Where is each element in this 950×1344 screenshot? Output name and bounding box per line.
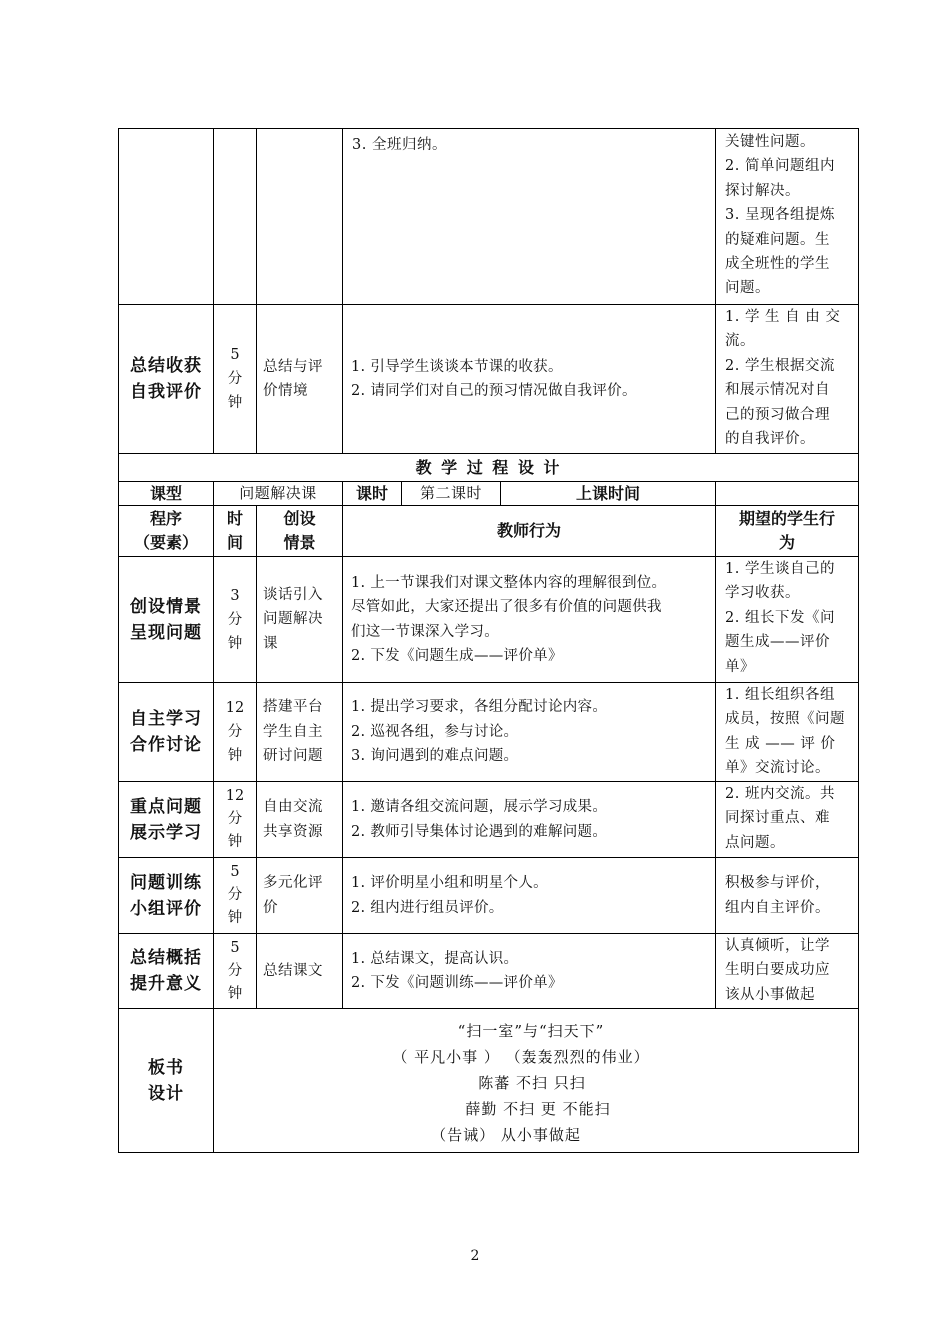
row-teacher-cell: 1. 总结课文，提高认识。 2. 下发《问题训练——评价单》 [351,950,563,991]
text-line: 流。 [725,333,755,350]
class-time-value [716,482,858,505]
text-line: 2. 简单问题组内 [725,158,835,175]
text-line: 钟 [227,395,243,411]
row-student-cell: 认真倾听，让学 生明白要成功应 该从小事做起 [725,938,830,1003]
text-line: 5 [230,347,240,363]
header-teacher: 教师行为 [496,521,561,540]
text-line: 己的预习做合理 [725,406,830,423]
board-line: （ 平凡小事 ） （轰轰烈烈的伟业） [392,1048,650,1066]
row-situation-cell: 总结课文 [263,962,323,979]
text-line: 价情境 [263,383,308,399]
row-student-cell: 1. 学生谈自己的 学习收获。 2. 组长下发《问 题生成——评价 单》 [725,561,835,675]
summary-teacher-cell [343,305,715,453]
board-line: “扫一室”与“扫天下” [457,1022,605,1040]
board-line: 薛勤 不扫 更 不能扫 [465,1100,611,1118]
header-stage: 程序 （要素） [133,509,198,552]
row-stage-cell: 问题训练 小组评价 [130,872,202,919]
row-time-cell: 12 分 钟 [225,700,245,764]
row-student-cell: 2. 班内交流。共 同探讨重点、难 点问题。 [725,786,835,851]
row-time-cell: 3 分 钟 [227,587,243,652]
summary-time-cell [214,305,256,453]
board-line: 陈蕃 不扫 只扫 [478,1074,586,1092]
header-situation: 创设 情景 [283,509,316,552]
summary-situation-cell [257,305,342,453]
row-teacher-cell: 1. 邀请各组交流问题，展示学习成果。 2. 教师引导集体讨论遇到的难解问题。 [351,799,608,840]
text-line: 总结收获 [130,356,202,376]
lesson-type-label: 课型 [149,483,182,503]
text-line: 2. 请同学们对自己的预习情况做自我评价。 [351,383,637,399]
period-value: 第二课时 [419,484,482,502]
text-line: 3. 全班归纳。 [352,137,447,153]
text-line: 的自我评价。 [725,431,815,448]
text-line: 1. 学 生 自 由 交 [725,309,841,325]
text-line: 总结与评 [263,358,323,375]
text-line: 3. 呈现各组提炼 [725,207,835,224]
board-line: （告诫） 从小事做起 [431,1126,581,1144]
page-number: 2 [470,1248,480,1264]
text-line: 问题。 [725,280,770,297]
row-situation-cell: 自由交流 共享资源 [263,799,323,840]
row-time-cell: 12 分 钟 [225,788,245,850]
text-line: 关键性问题。 [725,134,815,150]
period-label: 课时 [355,483,388,503]
section-title: 教 学 过 程 设 计 [415,457,562,477]
header-student: 期望的学生行 为 [738,509,835,552]
row-time-cell: 5 分 钟 [227,939,243,1002]
lesson-type-value: 问题解决课 [239,484,317,502]
row-situation-cell: 多元化评 价 [263,875,323,916]
text-line: 自我评价 [130,382,202,402]
text-line: 的疑难问题。生 [725,231,830,248]
text-line: 2. 学生根据交流 [725,357,835,374]
board-content [214,1009,858,1152]
row-stage-cell: 重点问题 展示学习 [130,796,202,843]
row-stage-cell: 总结概括 提升意义 [130,948,202,994]
class-time-label: 上课时间 [575,483,640,503]
summary-stage-cell [119,305,213,453]
summary-student-cell [716,305,858,453]
row-student-cell: 积极参与评价， 组内自主评价。 [725,875,830,916]
continued-teacher-cell [343,129,715,304]
row-student-cell: 1. 组长组织各组 成员，按照《问题 生 成 —— 评 价 单》交流讨论。 [725,687,845,777]
row-teacher-cell: 1. 上一节课我们对课文整体内容的理解很到位。 尽管如此，大家还提出了很多有价值的问题供我 们这一节课深入学习。 2. 下发《问题生成——评价单》 [351,574,667,664]
row-stage-cell: 自主学习 合作讨论 [130,709,202,755]
row-stage-cell: 创设情景 呈现问题 [130,596,202,643]
continued-student-cell [716,129,858,304]
header-time: 时 间 [226,509,243,552]
row-situation-cell: 谈话引入 问题解决 课 [263,586,323,652]
row-situation-cell: 搭建平台 学生自主 研讨问题 [263,699,323,765]
text-line: 成全班性的学生 [725,256,830,273]
row-time-cell: 5 分 钟 [227,864,243,926]
text-line: 1. 引导学生谈谈本节课的收获。 [351,358,563,375]
text-line: 分 [227,371,243,387]
text-line: 探讨解决。 [725,182,800,199]
row-teacher-cell: 1. 提出学习要求，各组分配讨论内容。 2. 巡视各组，参与讨论。 3. 询问遇到的难点问题。 [351,699,608,765]
board-label: 板书 设计 [148,1057,184,1104]
text-line: 和展示情况对自 [725,382,830,399]
row-teacher-cell: 1. 评价明星小组和明星个人。 2. 组内进行组员评价。 [351,875,548,916]
